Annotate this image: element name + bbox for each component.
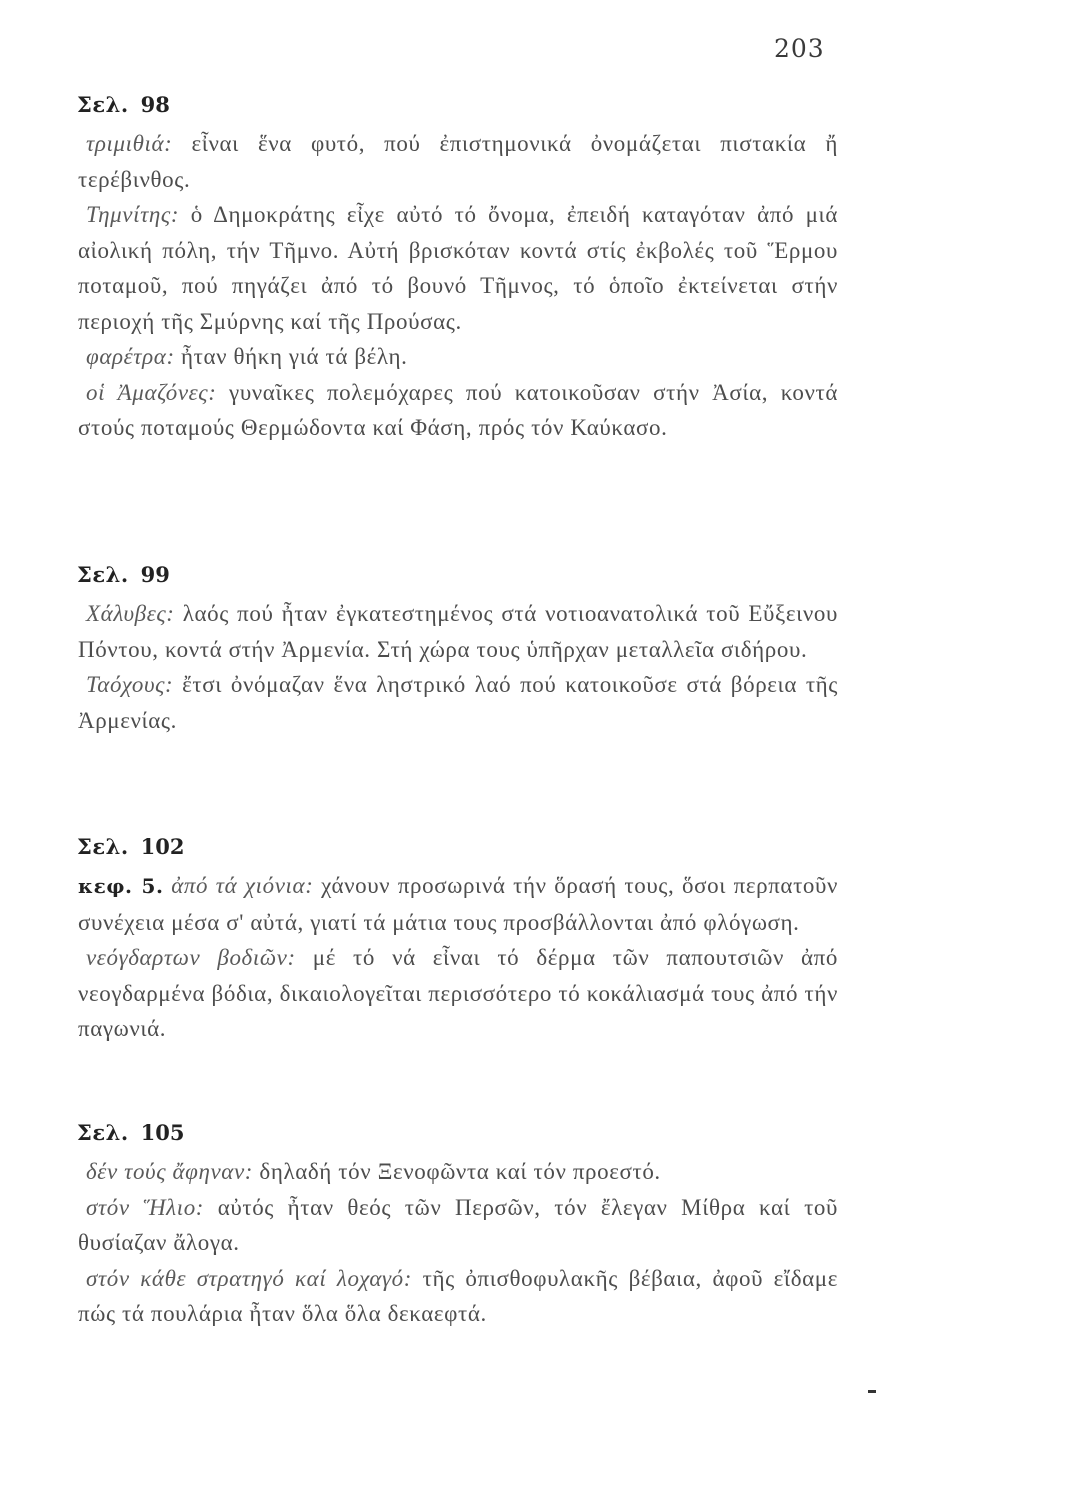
glossary-definition: εἶναι ἕνα φυτό, πού ἐπιστημονικά ὀνομάζεται πιστακία ἤ τερέβινθος. <box>78 131 838 192</box>
section-98 <box>78 90 838 446</box>
section-heading <box>77 1118 838 1148</box>
section-label: Σελ. <box>77 92 129 117</box>
glossary-entry <box>78 868 838 940</box>
glossary-entry <box>78 940 838 1047</box>
glossary-definition: αὐτός ἦταν θεός τῶν Περσῶν, τόν ἔλεγαν Μίθρα καί τοῦ θυσίαζαν ἄλογα. <box>78 1194 839 1255</box>
glossary-term: οἱ Ἀμαζόνες: <box>86 379 217 405</box>
glossary-definition: τῆς ὀπισθοφυλακῆς βέβαια, ἀφοῦ εἴδαμε πώς τά πουλάρια ἦταν ὅλα ὅλα δεκαεφτά. <box>78 1265 838 1326</box>
glossary-entry <box>78 375 838 446</box>
glossary-entry <box>78 1190 838 1261</box>
glossary-term: στόν Ἥλιο: <box>86 1194 205 1220</box>
page-number: 203 <box>774 34 825 63</box>
glossary-term: ἀπό τά χιόνια: <box>163 873 314 898</box>
section-99 <box>78 560 838 738</box>
glossary-definition: λαός πού ἦταν ἐγκατεστημένος στά νοτιοανατολικά τοῦ Εὔξεινου Πόντου, κοντά στήν Ἀρμενία. Στή χώρα τους ὑπῆρχαν μεταλλεῖα σιδήρου. <box>78 601 838 662</box>
glossary-definition: ὁ Δημοκράτης εἶχε αὐτό τό ὄνομα, ἐπειδή καταγόταν ἀπό μιά αἰολική πόλη, τήν Τῆμνο. Αὐτή βρισκόταν κοντά στίς ἐκβολές τοῦ Ἕρμου ποταμοῦ, πού πηγάζει ἀπό τό βουνό Τῆμνος, τό ὁποῖο ἐκτείνεται στήν περιοχή τῆς Σμύρνης καί τῆς Προύσας. <box>78 202 838 334</box>
glossary-term: Τημνίτης: <box>86 202 180 227</box>
glossary-definition: χάνουν προσωρινά τήν ὅρασή τους, ὅσοι περπατοῦν συνέχεια μέσα σ' αὐτά, γιατί τά μάτια τους προσβάλλονται ἀπό φλόγωση. <box>78 873 839 935</box>
section-heading <box>77 90 838 120</box>
section-label: Σελ. <box>77 834 129 859</box>
section-heading <box>77 832 838 862</box>
glossary-term: δέν τούς ἄφηναν: <box>86 1159 254 1184</box>
section-heading <box>77 560 838 590</box>
section-number: 99 <box>140 562 170 587</box>
glossary-term: Ταόχους: <box>86 672 174 697</box>
section-label: Σελ. <box>77 562 129 587</box>
glossary-definition: μέ τό νά εἶναι τό δέρμα τῶν παπουτσιῶν ἀπό νεογδαρμένα βόδια, δικαιολογεῖται περισσότερο τό κοκάλιασμά τους ἀπό τήν παγωνιά. <box>78 945 838 1041</box>
section-number: 105 <box>140 1120 185 1145</box>
glossary-entry <box>78 667 838 738</box>
glossary-entry <box>78 1261 838 1332</box>
glossary-term: τριμιθιά: <box>86 131 173 156</box>
glossary-entry <box>78 596 838 667</box>
glossary-definition: δηλαδή τόν Ξενοφῶντα καί τόν προεστό. <box>253 1159 661 1184</box>
glossary-entry <box>78 339 838 375</box>
scan-mark <box>868 1390 876 1393</box>
glossary-term: στόν κάθε στρατηγό καί λοχαγό: <box>86 1265 413 1291</box>
section-105 <box>78 1118 838 1332</box>
glossary-term: φαρέτρα: <box>86 344 175 369</box>
glossary-term: νεόγδαρτων βοδιῶν: <box>86 945 296 970</box>
glossary-definition: γυναῖκες πολεμόχαρες πού κατοικοῦσαν στήν Ἀσία, κοντά στούς ποταμούς Θερμώδοντα καί Φάση, πρός τόν Καύκασο. <box>78 379 838 440</box>
section-number: 102 <box>140 834 185 859</box>
section-number: 98 <box>140 92 170 117</box>
glossary-term: Χάλυβες: <box>86 601 175 626</box>
chapter-marker: κεφ. 5. <box>78 874 164 898</box>
section-label: Σελ. <box>77 1120 129 1145</box>
glossary-definition: ἦταν θήκη γιά τά βέλη. <box>174 344 408 369</box>
glossary-entry <box>78 197 838 339</box>
glossary-entry <box>78 126 838 197</box>
glossary-entry <box>78 1154 838 1190</box>
glossary-definition: ἔτσι ὀνόμαζαν ἕνα ληστρικό λαό πού κατοικοῦσε στά βόρεια τῆς Ἀρμενίας. <box>78 672 838 733</box>
section-102 <box>78 832 838 1047</box>
